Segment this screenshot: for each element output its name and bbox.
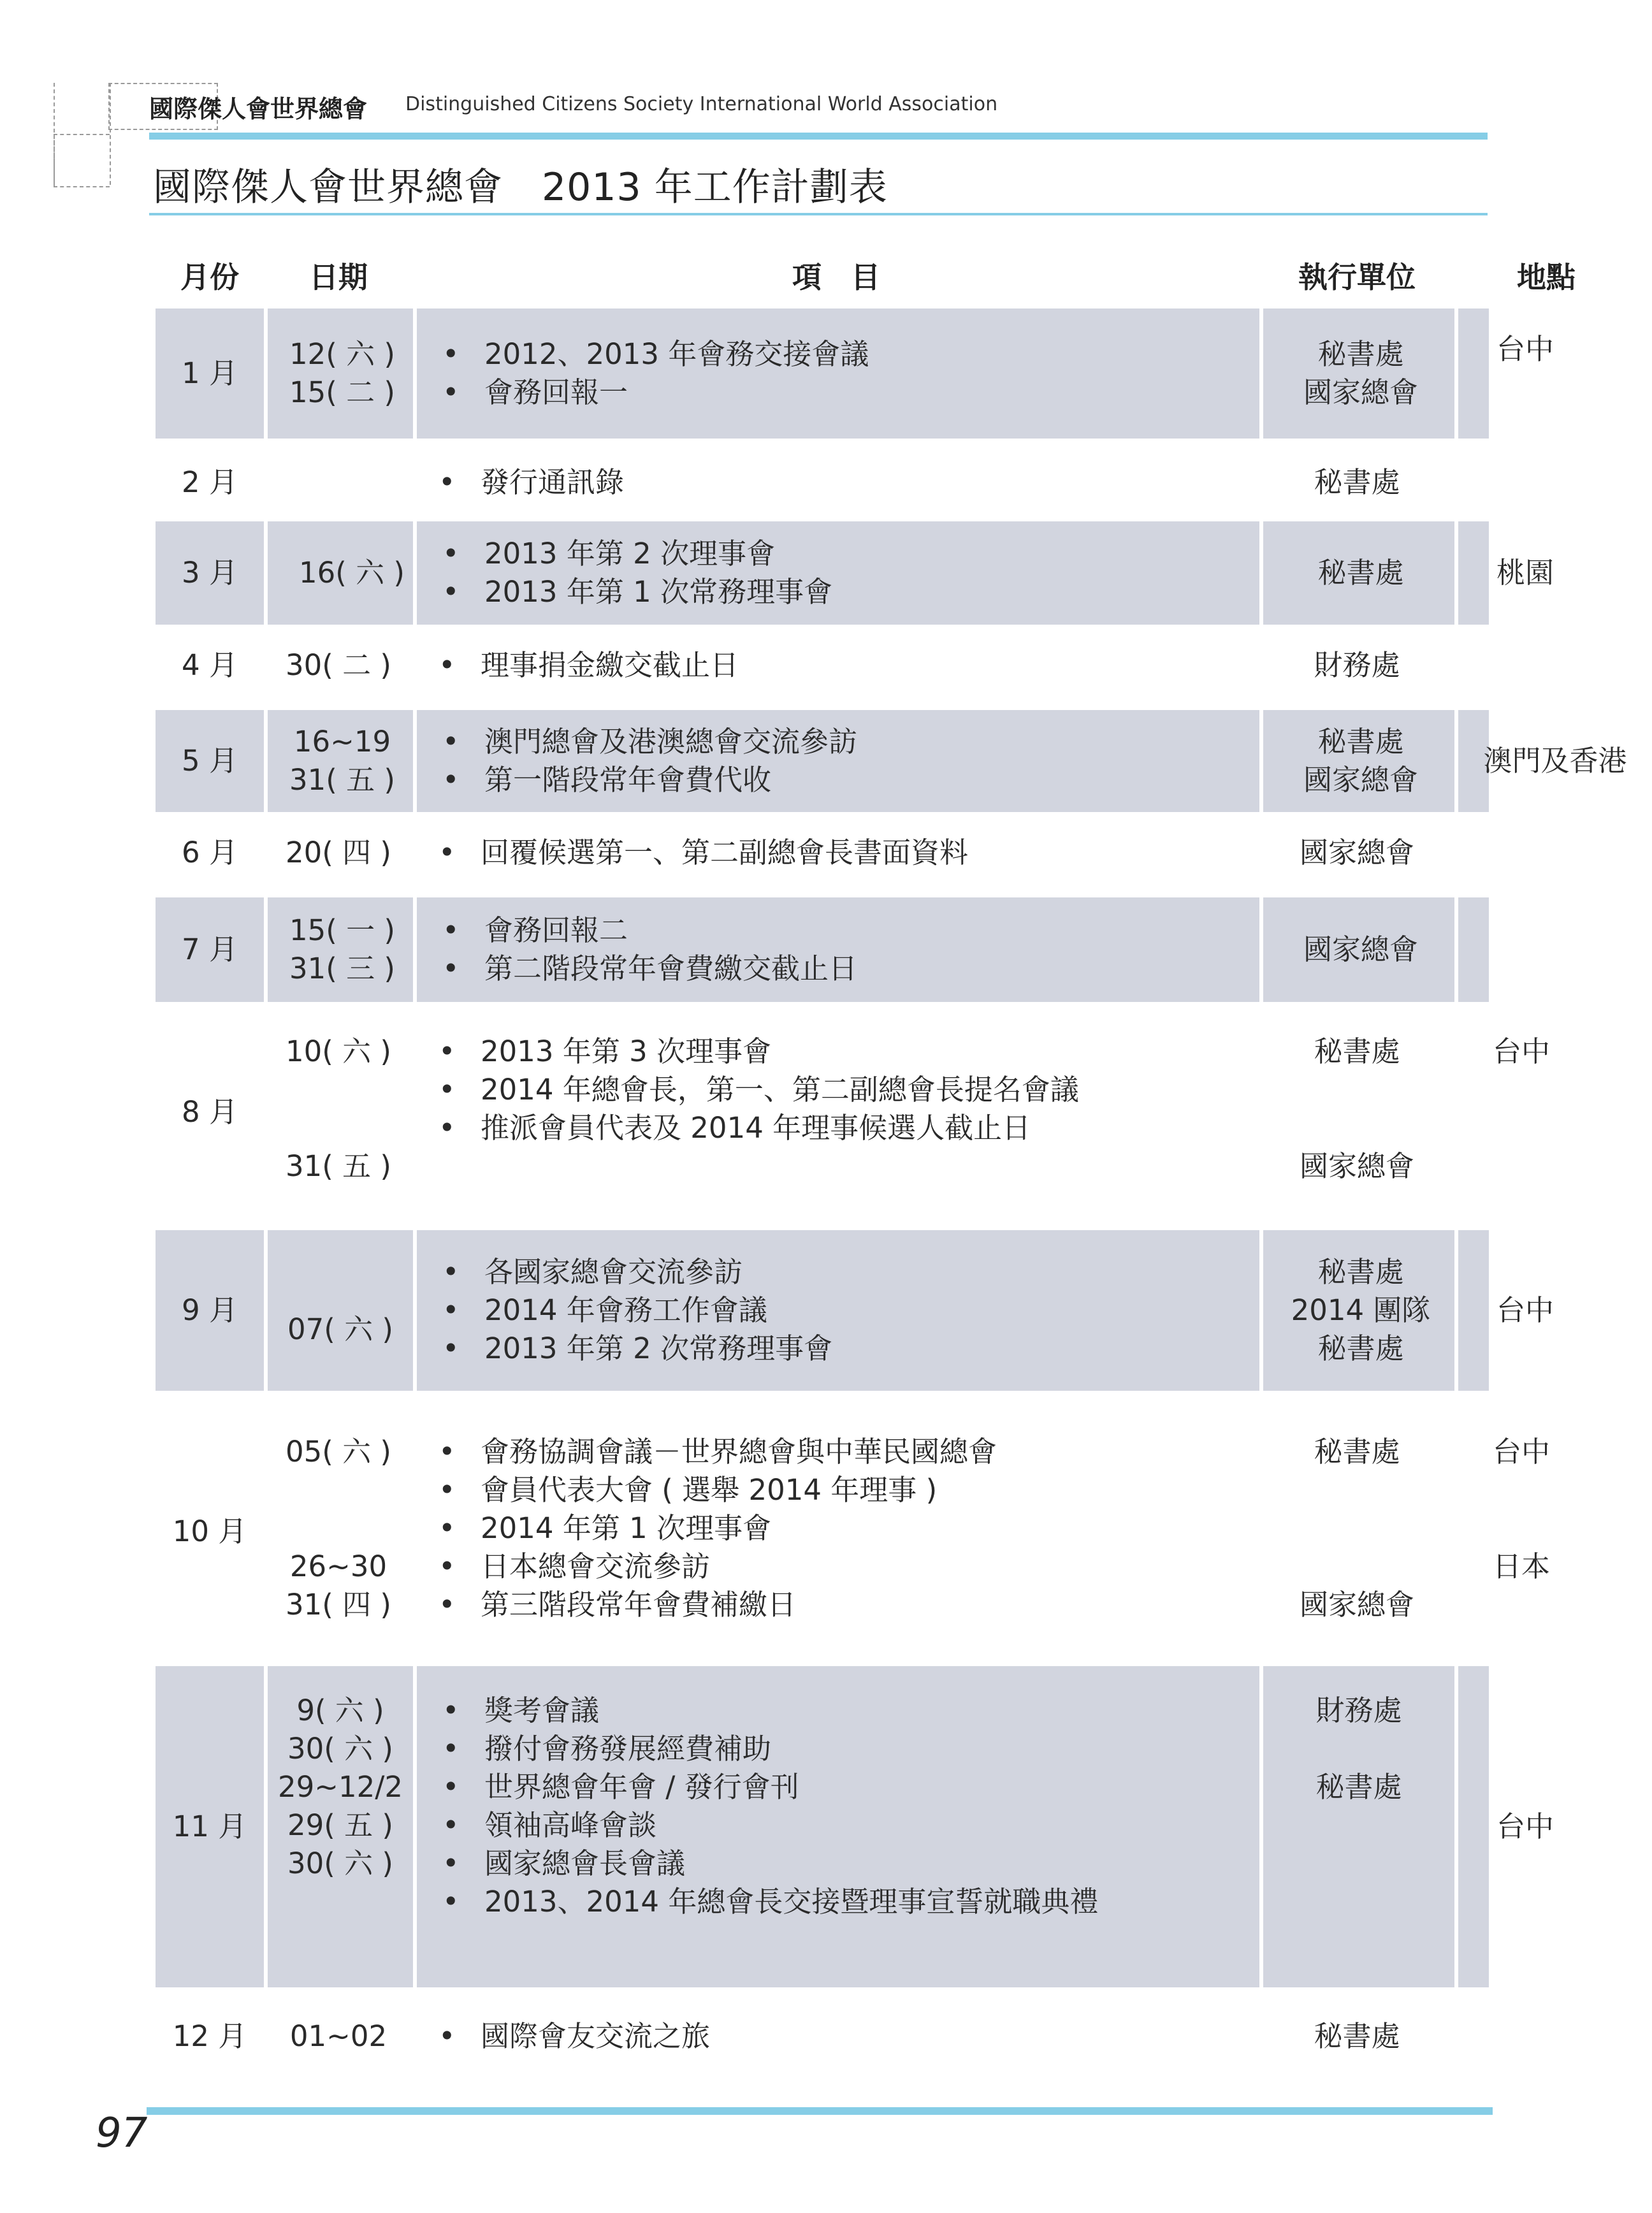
page-number: 97 xyxy=(96,2110,148,2157)
list-item: • 第二階段常年會費繳交截止日 xyxy=(442,950,857,988)
list-item: • 會務回報一 xyxy=(442,374,869,412)
items-cell xyxy=(413,897,1259,1002)
date-cell: 9( 六 ) 30( 六 ) 29~12/2 29( 五 ) 30( 六 ) xyxy=(264,1666,413,1987)
month-cell: 9 月 xyxy=(182,1293,238,1327)
table-row xyxy=(156,2001,1489,2072)
month-cell: 3 月 xyxy=(182,556,238,590)
unit-cell: 秘書處 國家總會 xyxy=(1259,308,1458,439)
table-row xyxy=(156,1666,1554,1987)
date-cell: 12( 六 ) 15( 二 ) xyxy=(264,308,417,439)
items-cell xyxy=(413,1666,1259,1987)
unit-cell: 秘書處 xyxy=(1314,465,1400,499)
table-row xyxy=(156,630,1489,701)
list-item: • 理事捐金繳交截止日 xyxy=(438,646,739,685)
list-item: • 澳門總會及港澳總會交流參訪 xyxy=(442,723,857,761)
list-item: • 2012、2013 年會務交接會議 xyxy=(442,335,869,374)
month-cell: 4 月 xyxy=(182,648,238,682)
unit-cell: 財務處 秘書處 xyxy=(1259,1666,1454,1987)
list-item: • 2013 年第 3 次理事會 xyxy=(438,1033,1079,1071)
place-cell: 台中 xyxy=(1493,1034,1551,1068)
list-item: • 第三階段常年會費補繳日 xyxy=(438,1586,997,1624)
month-cell: 7 月 xyxy=(182,932,238,966)
items-cell xyxy=(413,1433,1259,1630)
unit-cell: 秘書處 國家總會 xyxy=(1299,1034,1414,1183)
page-title: 國際傑人會世界總會 2013 年工作計劃表 xyxy=(153,165,888,210)
items-cell xyxy=(413,1033,1259,1192)
items-cell xyxy=(413,2001,1259,2072)
list-item: • 2013 年第 1 次常務理事會 xyxy=(442,573,832,611)
month-cell: 11 月 xyxy=(172,1810,247,1843)
table-row xyxy=(156,1033,1551,1192)
unit-cell: 秘書處 xyxy=(1314,2019,1400,2053)
col-header-place: 地點 xyxy=(1517,260,1576,294)
list-item: • 2014 年總會長，第一、第二副總會長提名會議 xyxy=(438,1071,1079,1109)
date-cell: 16( 六 ) xyxy=(264,521,417,625)
list-item: • 第一階段常年會費代收 xyxy=(442,761,857,799)
month-cell: 10 月 xyxy=(172,1514,247,1548)
date-cell: 16~19 31( 五 ) xyxy=(264,710,417,812)
footer-bar xyxy=(147,2107,1493,2115)
list-item: • 領袖高峰會談 xyxy=(442,1806,1098,1845)
list-item: • 會務協調會議－世界總會與中華民國總會 xyxy=(438,1433,997,1471)
items-cell xyxy=(413,710,1259,812)
list-item: • 2013 年第 2 次理事會 xyxy=(442,535,832,573)
place-cell xyxy=(1454,897,1652,1002)
items-cell xyxy=(413,308,1259,439)
items-cell xyxy=(413,521,1259,625)
col-header-unit: 執行單位 xyxy=(1298,260,1416,294)
date-cell: 15( 一 ) 31( 三 ) xyxy=(264,897,417,1002)
table-row xyxy=(156,521,1554,625)
date-cell: 20( 四 ) xyxy=(286,836,391,869)
date-cell: 30( 二 ) xyxy=(286,648,391,682)
list-item: • 日本總會交流參訪 xyxy=(438,1548,997,1586)
list-item: • 國際會友交流之旅 xyxy=(438,2017,710,2056)
place-cell: 台中 xyxy=(1454,1230,1648,1391)
date-cell: 05( 六 ) 26~30 31( 四 ) xyxy=(286,1435,391,1622)
table-row xyxy=(156,449,1489,516)
place-cell: 台中 xyxy=(1454,1666,1648,1987)
month-cell: 12 月 xyxy=(172,2019,247,2053)
header-decoration-box-lower xyxy=(54,134,110,187)
title-underline xyxy=(149,213,1488,215)
unit-cell: 國家總會 xyxy=(1299,836,1414,869)
place-cell: 澳門及香港 xyxy=(1454,710,1652,812)
place-cell: 台中 xyxy=(1454,308,1648,439)
org-name-cn: 國際傑人會世界總會 xyxy=(149,95,368,123)
list-item: • 回覆候選第一、第二副總會長書面資料 xyxy=(438,834,968,872)
col-header-month: 月份 xyxy=(180,260,239,294)
date-cell: 10( 六 ) 31( 五 ) xyxy=(286,1034,391,1183)
unit-cell: 秘書處 國家總會 xyxy=(1259,710,1458,812)
list-item: • 會務回報二 xyxy=(442,911,857,950)
date-cell: 07( 六 ) xyxy=(264,1230,413,1391)
list-item: • 2013 年第 2 次常務理事會 xyxy=(442,1330,832,1368)
month-cell: 2 月 xyxy=(182,465,238,499)
list-item: • 2014 年第 1 次理事會 xyxy=(438,1509,997,1548)
col-header-date: 日期 xyxy=(309,260,368,294)
list-item: • 國家總會長會議 xyxy=(442,1845,1098,1883)
table-row xyxy=(156,1230,1554,1391)
place-cell: 台中 日本 xyxy=(1493,1435,1551,1583)
unit-cell: 國家總會 xyxy=(1259,897,1458,1002)
month-cell: 8 月 xyxy=(182,1095,238,1129)
table-row xyxy=(156,897,1489,1002)
list-item: • 推派會員代表及 2014 年理事候選人截止日 xyxy=(438,1109,1079,1147)
unit-cell: 財務處 xyxy=(1314,648,1400,682)
table-row xyxy=(156,1433,1551,1630)
list-item: • 發行通訊錄 xyxy=(438,463,624,502)
org-name-en: Distinguished Citizens Society International World Association xyxy=(405,93,998,115)
list-item: • 各國家總會交流參訪 xyxy=(442,1253,832,1291)
month-cell: 5 月 xyxy=(182,744,238,778)
list-item: • 世界總會年會 / 發行會刊 xyxy=(442,1768,1098,1806)
unit-cell: 秘書處 國家總會 xyxy=(1299,1435,1414,1622)
date-cell: 01~02 xyxy=(289,2019,388,2053)
items-cell xyxy=(413,449,1259,516)
month-cell: 1 月 xyxy=(182,356,238,390)
items-cell xyxy=(413,817,1259,889)
header-bar xyxy=(149,133,1488,140)
unit-cell: 秘書處 2014 團隊 秘書處 xyxy=(1259,1230,1458,1391)
items-cell xyxy=(413,1230,1259,1391)
unit-cell: 秘書處 xyxy=(1259,521,1458,625)
list-item: • 撥付會務發展經費補助 xyxy=(442,1730,1098,1768)
place-cell: 桃園 xyxy=(1454,521,1648,625)
items-cell xyxy=(413,630,1259,701)
month-cell: 6 月 xyxy=(182,836,238,869)
table-row xyxy=(156,817,1489,889)
list-item: • 2013、2014 年總會長交接暨理事宣誓就職典禮 xyxy=(442,1883,1098,1921)
table-row xyxy=(156,710,1627,812)
list-item: • 會員代表大會 ( 選舉 2014 年理事 ) xyxy=(438,1471,997,1509)
col-header-items: 項 目 xyxy=(792,260,880,294)
list-item: • 2014 年會務工作會議 xyxy=(442,1291,832,1330)
table-row xyxy=(156,308,1554,439)
list-item: • 獎考會議 xyxy=(442,1692,1098,1730)
